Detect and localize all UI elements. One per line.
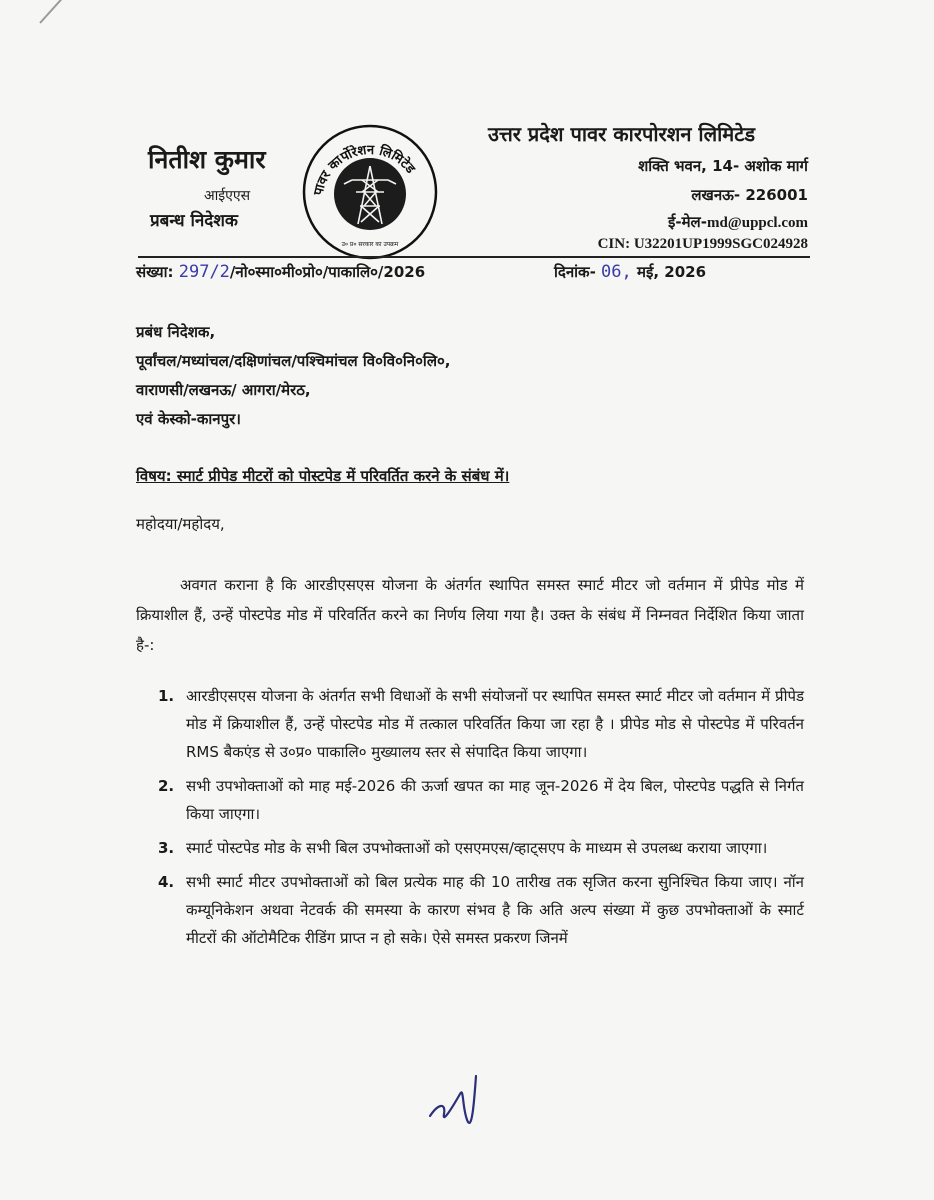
handwritten-signature: [424, 1064, 494, 1134]
reference-suffix: /नो०स्मा०मी०प्रो०/पाकालि०/2026: [229, 263, 426, 281]
officer-service: आईएएस: [204, 188, 251, 204]
date-handwritten: 06,: [601, 262, 632, 282]
reference-handwritten: 297/2: [178, 262, 230, 282]
list-number: 4.: [158, 873, 175, 891]
letter-date: [554, 262, 706, 282]
cin-number: CIN: U32201UP1999SGC024928: [597, 236, 808, 252]
list-item: [136, 868, 804, 952]
date-rest: मई, 2026: [637, 263, 707, 281]
addressee-line: पूर्वांचल/मध्यांचल/दक्षिणांचल/पश्चिमांचल वि०वि०नि०लि०,: [136, 352, 451, 370]
organization-name: उत्तर प्रदेश पावर कारपोरशन लिमिटेड: [488, 122, 756, 146]
addressee-line: वाराणसी/लखनऊ/ आगरा/मेरठ,: [136, 381, 311, 399]
list-item: [136, 834, 804, 862]
list-number: 1.: [158, 687, 175, 705]
officer-designation: प्रबन्ध निदेशक: [150, 211, 238, 231]
seal-text: पावर कार्पोरेशन लिमिटेड: [311, 142, 418, 197]
directive-list: [136, 682, 804, 958]
list-text: स्मार्ट पोस्टपेड मोड के सभी बिल उपभोक्ताओं को एसएमएस/व्हाट्सएप के माध्यम से उपलब्ध कराया जाएगा।: [186, 839, 768, 857]
list-item: [136, 772, 804, 828]
salutation: महोदया/महोदय,: [136, 515, 225, 533]
officer-name: नितीश कुमार: [148, 145, 266, 174]
intro-paragraph: अवगत कराना है कि आरडीएसएस योजना के अंतर्गत स्थापित समस्त स्मार्ट मीटर जो वर्तमान में प्रीपेड मोड में क्रियाशील हैं, उन्हें पोस्टपेड मोड में परिवर्तित करने का निर्णय लिया गया है। उक्त के संबंध में निम्नवत निर्देशित किया जाता है-:: [136, 576, 804, 654]
reference-label: संख्या:: [136, 263, 174, 281]
addressee-line: प्रबंध निदेशक,: [136, 323, 216, 341]
scan-mark: [39, 0, 67, 24]
letterhead-divider: [138, 256, 810, 258]
date-label: दिनांक-: [554, 263, 596, 281]
seal-subtext: उ० प्र० सरकार का उपक्रम: [341, 241, 399, 248]
corporation-seal: [300, 122, 440, 262]
list-text: सभी स्मार्ट मीटर उपभोक्ताओं को बिल प्रत्येक माह की 10 तारीख तक सृजित करना सुनिश्चित किया जाए। नॉन कम्यूनिकेशन अथवा नेटवर्क की समस्या के कारण संभव है कि अति अल्प संख्या में कुछ उपभोक्ताओं के स्मार्ट मीटरों की ऑटोमैटिक रीडिंग प्राप्त न हो सके। ऐसे समस्त प्रकरण जिनमें: [186, 873, 804, 947]
email-address: md@uppcl.com: [706, 215, 808, 231]
list-item: [136, 682, 804, 766]
email-line: [668, 212, 808, 232]
address-line-2: लखनऊ- 226001: [691, 186, 808, 204]
list-number: 2.: [158, 777, 175, 795]
list-text: सभी उपभोक्ताओं को माह मई-2026 की ऊर्जा खपत का माह जून-2026 में देय बिल, पोस्टपेड पद्धति से निर्गत किया जाएगा।: [186, 777, 804, 823]
addressee-line: एवं केस्को-कानपुर।: [136, 410, 241, 428]
email-label: ई-मेल-: [667, 213, 707, 231]
list-text: आरडीएसएस योजना के अंतर्गत सभी विधाओं के सभी संयोजनों पर स्थापित समस्त स्मार्ट मीटर जो वर्तमान में प्रीपेड मोड में क्रियाशील हैं, उन्हें पोस्टपेड मोड में तत्काल परिवर्तित किया जा रहा है । प्रीपेड मोड से पोस्टपेड में परिवर्तन RMS बैकएंड से उ०प्र० पाकालि० मुख्यालय स्तर से संपादित किया जाएगा।: [186, 687, 804, 761]
reference-number: [136, 262, 425, 282]
list-number: 3.: [158, 839, 175, 857]
addressee-block: [136, 318, 451, 434]
address-line-1: शक्ति भवन, 14- अशोक मार्ग: [638, 157, 808, 175]
subject-line: विषय: स्मार्ट प्रीपेड मीटरों को पोस्टपेड में परिवर्तित करने के संबंध में।: [136, 467, 510, 485]
